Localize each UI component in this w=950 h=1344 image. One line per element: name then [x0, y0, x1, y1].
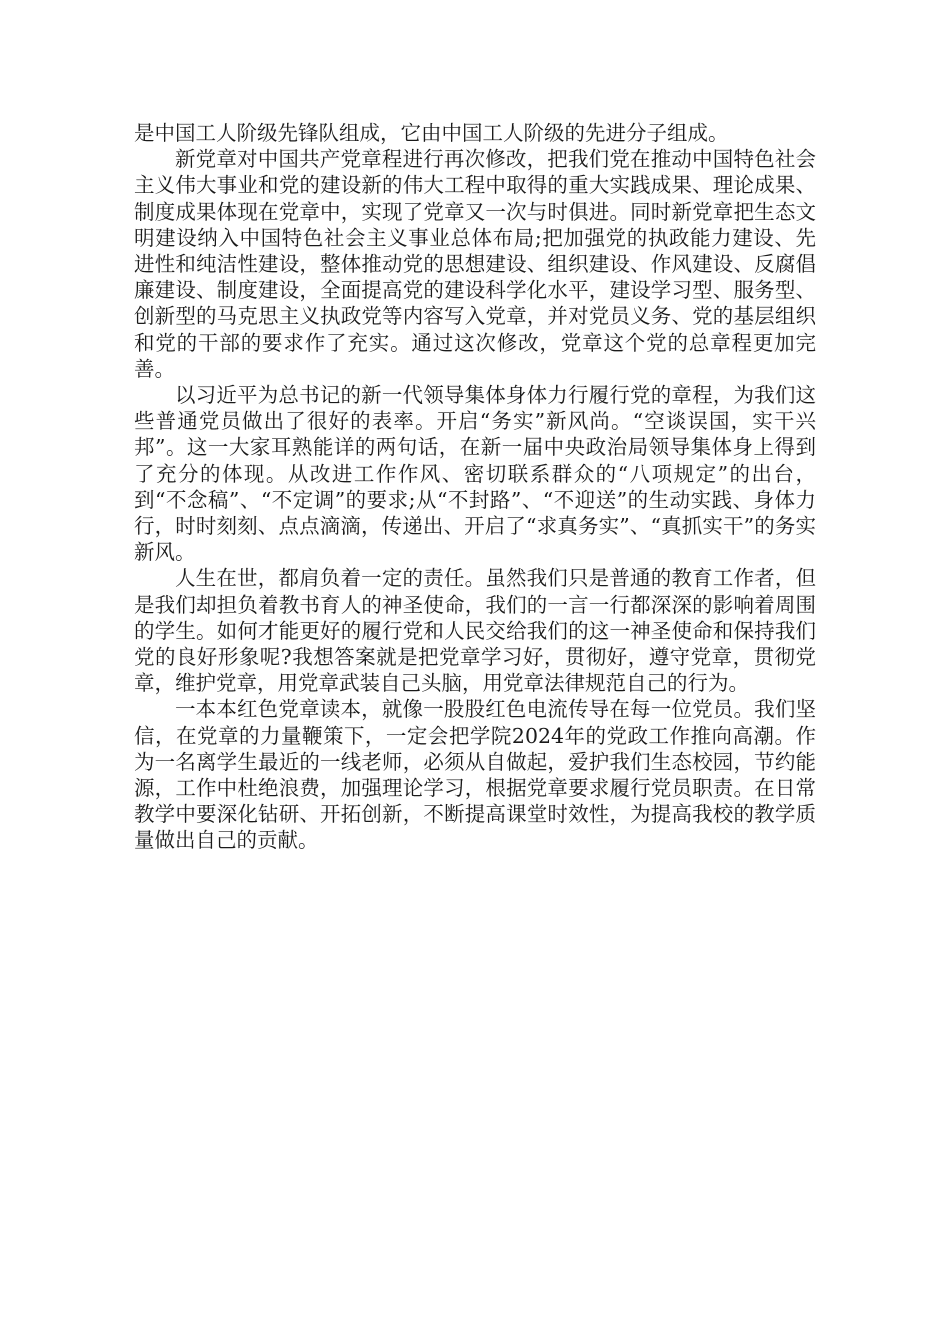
paragraph-leadership-example: 以习近平为总书记的新一代领导集体身体力行履行党的章程，为我们这些普通党员做出了很好的表率。开启“务实”新风尚。“空谈误国，实干兴邦”。这一大家耳熟能详的两句话，在新一届中央政治局领导集体身上得到了充分的体现。从改进工作作风、密切联系群众的“八项规定”的出台，到“不念稿”、“不定调”的要求;从“不封路”、“不迎送”的生动实践、身体力行，时时刻刻、点点滴滴，传递出、开启了“求真务实”、“真抓实干”的务实新风。 [134, 383, 816, 565]
document-body [134, 120, 816, 854]
paragraph-conclusion: 一本本红色党章读本，就像一股股红色电流传导在每一位党员。我们坚信，在党章的力量鞭策下，一定会把学院2024年的党政工作推向高潮。作为一名离学生最近的一线老师，必须从自做起，爱护我们生态校园，节约能源，工作中杜绝浪费，加强理论学习，根据党章要求履行党员职责。在日常教学中要深化钻研、开拓创新，不断提高课堂时效性，为提高我校的教学质量做出自己的贡献。 [134, 697, 816, 853]
paragraph-educator-responsibility: 人生在世，都肩负着一定的责任。虽然我们只是普通的教育工作者，但是我们却担负着教书育人的神圣使命，我们的一言一行都深深的影响着周围的学生。如何才能更好的履行党和人民交给我们的这一神圣使命和保持我们党的良好形象呢?我想答案就是把党章学习好，贯彻好，遵守党章，贯彻党章，维护党章，用党章武装自己头脑，用党章法律规范自己的行为。 [134, 566, 816, 696]
paragraph-continuation: 是中国工人阶级先锋队组成，它由中国工人阶级的先进分子组成。 [134, 121, 729, 145]
paragraph-party-constitution-revision: 新党章对中国共产党章程进行再次修改，把我们党在推动中国特色社会主义伟大事业和党的建设新的伟大工程中取得的重大实践成果、理论成果、制度成果体现在党章中，实现了党章又一次与时俱进。同时新党章把生态文明建设纳入中国特色社会主义事业总体布局;把加强党的执政能力建设、先进性和纯洁性建设，整体推动党的思想建设、组织建设、作风建设、反腐倡廉建设、制度建设，全面提高党的建设科学化水平，建设学习型、服务型、创新型的马克思主义执政党等内容写入党章，并对党员义务、党的基层组织和党的干部的要求作了充实。通过这次修改，党章这个党的总章程更加完善。 [134, 147, 816, 381]
